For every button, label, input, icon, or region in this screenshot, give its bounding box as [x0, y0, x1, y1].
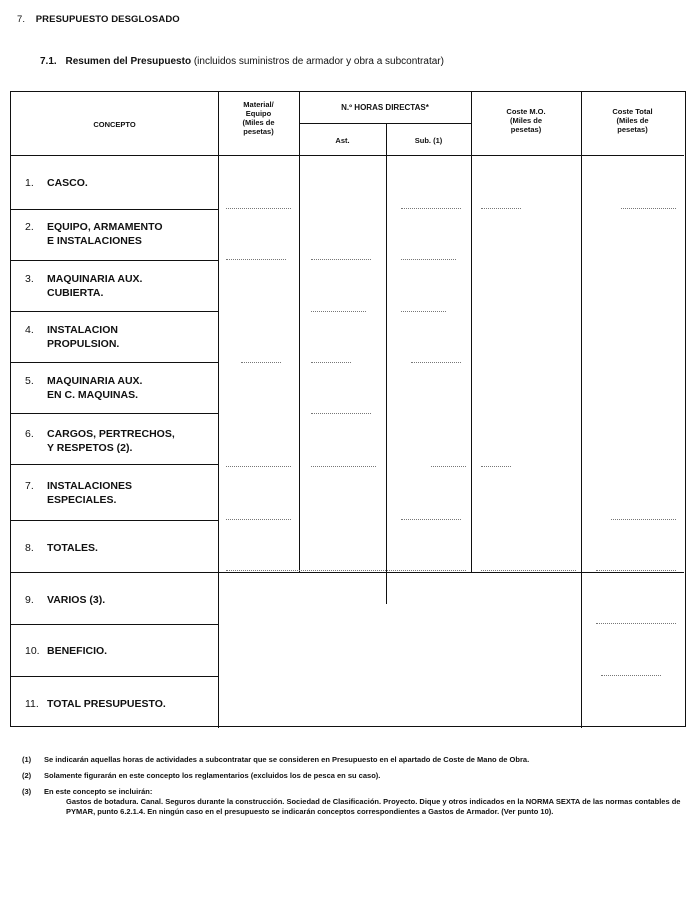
section-heading — [17, 14, 180, 25]
concept-label: CASCO. — [47, 177, 88, 189]
fill-line — [481, 570, 576, 571]
fill-line — [311, 413, 371, 414]
concept-row-maquinaria-cubierta — [25, 272, 142, 300]
section-number: 7. — [17, 14, 26, 25]
row-sep — [11, 676, 218, 677]
fill-line — [226, 259, 286, 260]
fill-line — [311, 466, 376, 467]
header-coste-total — [581, 107, 684, 134]
concept-number: 1. — [25, 177, 34, 189]
col-divider-material — [299, 92, 300, 572]
header-coste-total-line: pesetas) — [617, 125, 648, 134]
header-coste-mo-line: pesetas) — [510, 125, 542, 134]
footnote-1 — [22, 755, 690, 765]
concept-row-instalaciones-especiales — [25, 479, 132, 507]
concept-label-line2: Y RESPETOS (2). — [47, 442, 133, 454]
fill-line — [431, 466, 466, 467]
header-concepto: CONCEPTO — [93, 120, 136, 129]
row-sep — [11, 209, 218, 210]
concept-label: BENEFICIO. — [47, 645, 108, 657]
fill-line — [611, 519, 676, 520]
horas-subheader-line — [299, 123, 471, 124]
fill-line — [226, 570, 466, 571]
concept-label: TOTALES. — [47, 542, 98, 554]
footnote-text: Solamente figurarán en este concepto los reglamentarios (excluidos los de pesca en su caso). — [44, 771, 381, 780]
concept-number: 9. — [25, 594, 34, 606]
subsection-title: Resumen del Presupuesto — [65, 56, 192, 67]
concept-row-totales — [25, 541, 98, 555]
header-sub: Sub. (1) — [414, 136, 443, 145]
subsection-number: 7.1. — [40, 56, 57, 67]
header-coste-mo — [471, 107, 581, 134]
budget-summary-table — [10, 91, 686, 727]
concept-row-equipo — [25, 220, 163, 248]
footnote-2 — [22, 771, 690, 781]
fill-line — [596, 623, 676, 624]
footnote-marker: (2) — [22, 771, 32, 780]
col-divider-coste-mo — [581, 92, 582, 728]
concept-number: 10. — [25, 645, 40, 657]
concept-label-line2: ESPECIALES. — [47, 494, 117, 506]
fill-line — [311, 311, 366, 312]
row-sep — [11, 362, 218, 363]
concept-number: 4. — [25, 324, 34, 336]
header-material-line: (Miles de — [242, 118, 275, 127]
fill-line — [596, 570, 676, 571]
row-sep — [11, 624, 218, 625]
fill-line — [311, 259, 371, 260]
row-sep — [11, 520, 218, 521]
concept-label: CARGOS, PERTRECHOS, — [47, 428, 175, 440]
concept-row-varios — [25, 593, 105, 607]
concept-number: 6. — [25, 428, 34, 440]
footnote-text: Se indicarán aquellas horas de actividades a subcontratar que se consideren en Presupuesto en el apartado de Coste de Mano de Obra. — [44, 755, 530, 764]
footnote-marker: (3) — [22, 787, 32, 796]
footnotes — [22, 755, 690, 823]
header-coste-total-line: (Miles de — [616, 116, 649, 125]
concept-number: 11. — [25, 698, 39, 710]
row-sep — [11, 260, 218, 261]
header-horas-directas: N.º HORAS DIRECTAS* — [341, 103, 429, 112]
concept-label-line2: EN C. MAQUINAS. — [47, 389, 139, 401]
fill-line — [481, 466, 511, 467]
fill-line — [401, 519, 461, 520]
concept-number: 7. — [25, 480, 34, 492]
concept-number: 5. — [25, 375, 34, 387]
fill-line — [311, 362, 351, 363]
subsection-heading — [40, 56, 444, 67]
fill-line — [226, 208, 291, 209]
concept-row-beneficio — [25, 644, 107, 658]
header-bottom-line — [11, 155, 684, 156]
concept-label-line2: PROPULSION. — [47, 338, 120, 350]
concept-label: TOTAL PRESUPUESTO. — [47, 698, 166, 710]
concept-number: 8. — [25, 542, 34, 554]
fill-line — [226, 519, 291, 520]
concept-row-instalacion-propulsion — [25, 323, 119, 351]
concept-row-casco — [25, 176, 88, 190]
footnote-text: En este concepto se incluirán: — [44, 787, 153, 796]
header-material-line: Material/ — [243, 100, 274, 109]
header-material — [218, 100, 299, 136]
concept-label: INSTALACION — [47, 324, 118, 336]
header-material-line: Equipo — [245, 109, 272, 118]
header-coste-total-line: Coste Total — [612, 107, 653, 116]
row-sep-totales — [11, 572, 684, 573]
concept-label: MAQUINARIA AUX. — [47, 375, 143, 387]
concept-label: MAQUINARIA AUX. — [47, 273, 143, 285]
concept-label: EQUIPO, ARMAMENTO — [47, 221, 163, 233]
fill-line — [226, 466, 291, 467]
footnote-marker: (1) — [22, 755, 32, 764]
concept-row-cargos — [25, 427, 175, 455]
fill-line — [401, 311, 446, 312]
subsection-subtitle: (incluidos suministros de armador y obra a subcontratar) — [193, 56, 444, 67]
fill-line — [241, 362, 281, 363]
fill-line — [401, 208, 461, 209]
row-sep — [11, 413, 218, 414]
concept-label: VARIOS (3). — [47, 594, 106, 606]
col-divider-horas — [471, 92, 472, 572]
fill-line — [601, 675, 661, 676]
fill-line — [411, 362, 461, 363]
fill-line — [481, 208, 521, 209]
header-coste-mo-line: (Miles de — [509, 116, 543, 125]
row-sep — [11, 464, 218, 465]
header-ast: Ast. — [335, 136, 350, 145]
concept-row-maquinaria-maquinas — [25, 374, 142, 402]
concept-number: 3. — [25, 273, 34, 285]
header-coste-mo-line: Coste M.O. — [506, 107, 546, 116]
footnote-detail: Gastos de botadura. Canal. Seguros durante la construcción. Sociedad de Clasificación. Proyecto. Dique y otros indicados en la NORMA SEXTA de las normas contables de PYMAR, punto 6.2.1.4. En ningún caso en el presupuesto se indicarán conceptos correspondientes a Gastos de Armador. (Ver punto 10). — [66, 797, 681, 816]
header-material-line: pesetas) — [243, 127, 274, 136]
fill-line — [621, 208, 676, 209]
concept-label-line2: E INSTALACIONES — [47, 235, 142, 247]
col-divider-ast — [386, 124, 387, 604]
concept-row-total-presupuesto — [25, 697, 166, 711]
row-sep — [11, 311, 218, 312]
fill-line — [401, 259, 456, 260]
concept-label: INSTALACIONES — [47, 480, 132, 492]
col-divider-concepto — [218, 92, 219, 728]
concept-label-line2: CUBIERTA. — [47, 287, 104, 299]
section-title: PRESUPUESTO DESGLOSADO — [35, 14, 180, 25]
footnote-3 — [22, 787, 690, 817]
concept-number: 2. — [25, 221, 34, 233]
